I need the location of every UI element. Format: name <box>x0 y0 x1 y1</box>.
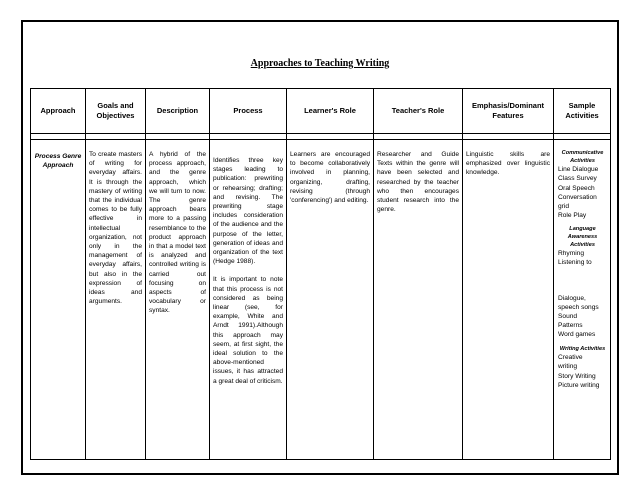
sample-activities-cell <box>554 140 611 460</box>
list-item: Creative <box>558 354 583 362</box>
list-item: Rhyming <box>558 250 585 258</box>
list-item: Story Writing <box>558 372 596 380</box>
list-item: Line Dialogue <box>558 166 599 174</box>
list-item: writing <box>558 363 578 371</box>
list-item: Dialogue, <box>558 294 586 302</box>
approach-cell: Process Genre Approach <box>31 140 86 460</box>
document-title: Approaches to Teaching Writing <box>250 58 390 69</box>
header-learners-role: Learner's Role <box>287 89 374 134</box>
table-row <box>31 140 611 460</box>
list-item: Sound <box>558 313 578 320</box>
header-sample-activities: Sample Activities <box>554 89 611 134</box>
list-item: Oral Speech <box>558 184 595 192</box>
learners-role-cell: Learners are encouraged to become collaboratively involved in planning, organizing, drafting, revising (through 'conferencing') and editing. <box>287 140 374 460</box>
process-cell <box>210 140 287 460</box>
communicative-activities-heading: Communicative Activities <box>561 150 604 164</box>
header-teachers-role: Teacher's Role <box>374 89 463 134</box>
header-approach: Approach <box>31 89 86 134</box>
header-emphasis: Emphasis/Dominant Features <box>463 89 554 134</box>
process-paragraph-2: It is important to note that this process is not considered as being linear (see, for example, White and Arndt 1991).Although this approach may seem, at first sight, the ideal solution to the above-mentioned issues, it has attracted a great deal of criticism. <box>213 276 283 385</box>
emphasis-cell: Linguistic skills are emphasized over linguistic knowledge. <box>463 140 554 460</box>
goals-cell: To create masters of writing for everyday affairs. It is through the mastery of writing that the individual comes to be fully effective in intellectual organization, not only in the management of everyday affairs, but also in the expression of ideas and arguments. <box>86 140 146 460</box>
writing-activities-heading: Writing Activities <box>559 345 606 352</box>
approaches-table <box>30 88 611 460</box>
list-item: Picture writing <box>558 381 600 389</box>
header-goals: Goals and Objectives <box>86 89 146 134</box>
list-item: Listening to <box>558 259 592 267</box>
header-row <box>31 89 611 134</box>
process-paragraph-1: Identifies three key stages leading to publication: prewriting or rehearsing; drafting; and revising. The prewriting stage includes consideration of the audience and the purpose of the letter, generation of ideas and organization of the text (Hedge 1988). <box>213 157 283 266</box>
list-item: Patterns <box>558 322 583 330</box>
list-item: Role Play <box>558 212 587 220</box>
header-description: Description <box>146 89 210 134</box>
teachers-role-cell: Researcher and Guide Texts within the genre will have been selected and researched by the teacher who then encourages student research into the genre. <box>374 140 463 460</box>
list-item: Conversation grid <box>558 193 597 210</box>
header-process: Process <box>210 89 287 134</box>
list-item: Word games <box>558 331 596 339</box>
list-item: speech songs <box>558 303 599 311</box>
description-cell: A hybrid of the process approach, and the genre approach, which we will turn to now. The genre approach bears more to a passing resemblance to the product approach in that a model text is analyzed and controlled writing is carried out focusing on aspects of vocabulary or syntax. <box>146 140 210 460</box>
language-awareness-heading: Language Awareness Activities <box>567 226 598 248</box>
list-item: Class Survey <box>558 175 597 183</box>
